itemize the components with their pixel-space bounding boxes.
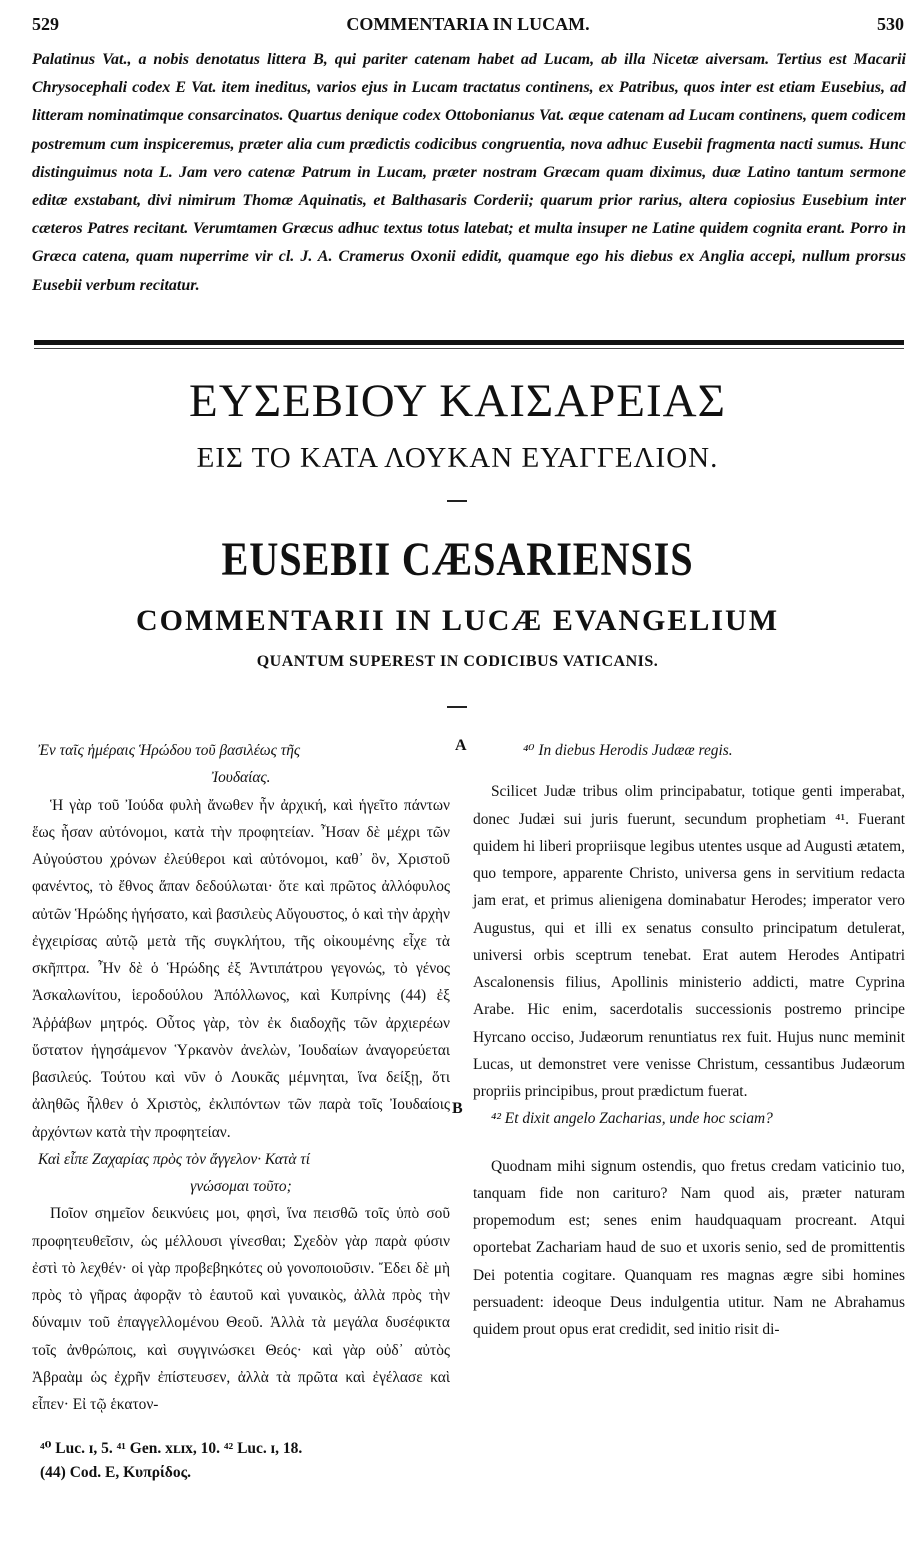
latin-paragraph-1: Scilicet Judæ tribus olim principabatur, totique genti imperabat, donec Judæi sui juris fuerunt, secundum prophetiam ⁴¹. Fuerant quidem hi liberi propriisque legibus utentes usque ad Augusti ætatem, quo tempore, apparente Christo, universa gens in servitium redacta jam erat, et primus alienigena dominabatur Herodes; imperator vero Augustus, qui et illi ex senatus consulto principatum detulerat, universi orbis sceptrum tenebat. Erat autem Herodes Antipatri Ascalonensis filius, Apollinis ministerio addicti, matre Cyprina Arabe. Hic enim, sacerdotalis successionis postremo principe Hyrcano occiso, Judæorum renuntiatus rex fuit. Hujus nunc meminit Lucas, ut demonstret vere venisse Christum, cessantibus Judæorum propriis principibus, prout prædictum fuerat. <box>473 783 905 1100</box>
title-divider-thin <box>34 348 904 349</box>
greek-work-title: ΕΙΣ ΤΟ ΚΑΤΑ ΛΟΥΚΑΝ ΕΥΑΓΓΕΛΙΟΝ. <box>196 442 719 474</box>
footnote-line-1: ⁴⁰ Luc. ɪ, 5. ⁴¹ Gen. xʟɪx, 10. ⁴² Luc. ɪ, 18. <box>40 1440 303 1457</box>
title-dash-1 <box>447 500 467 502</box>
subtitle: QUANTUM SUPEREST IN CODICIBUS VATICANIS. <box>256 653 659 670</box>
title-dash-2 <box>447 706 467 708</box>
greek-lemma-2b: γνώσομαι τοῦτο; <box>190 1178 292 1195</box>
running-title: COMMENTARIA IN LUCAM. <box>346 14 590 34</box>
latin-author-title: EUSEBII CÆSARIENSIS <box>221 533 694 586</box>
margin-letter-b: B <box>452 1100 463 1117</box>
latin-lemma-2: ⁴² Et dixit angelo Zacharias, unde hoc sciam? <box>491 1110 773 1128</box>
greek-column <box>32 737 450 1418</box>
latin-work-title: COMMENTARII IN LUCÆ EVANGELIUM <box>135 604 780 637</box>
intro-paragraph: Palatinus Vat., a nobis denotatus littera B, qui pariter catenam habet ad Lucam, ab illa Nicetæ aiversam. Tertius est Macarii Chrysocephali codex E Vat. item ineditus, varios ejus in Lucam tractatus continens, ex Patribus, quos inter est etiam Eusebius, ad litteram nominatimque consarcinatos. Quartus denique codex Ottobonianus Vat. æque catenam ad Lucam continens, quem codicem postremum cum inspiceremus, præter alia cum prædictis codicibus congruentia, nova adhuc Eusebii fragmenta nacti sumus. Hunc distinguimus nota L. Jam vero catenæ Patrum in Lucam, præter nostram Græcam quam diximus, duæ Latino tantum sermone editæ exstabant, divi nimirum Thomæ Aquinatis, et Balthasaris Corderii; quarum prior rarius, altera copiosius Eusebium inter cæteros Patres recitant. Verumtamen Græcus adhuc textus totus latebat; et multa insuper ne Latine quidem cognita erant. Porro in Græca catena, quam nuperrime vir cl. J. A. Cramerus Oxonii edidit, quamque ego his diebus ex Anglia accepi, nullum prorsus Eusebii verbum recitatur. <box>32 51 906 294</box>
latin-column <box>473 737 905 1343</box>
greek-lemma-1a: Ἐν ταῖς ἡμέραις Ἡρώδου τοῦ βασιλέως τῆς <box>38 742 301 759</box>
latin-paragraph-2: Quodnam mihi signum ostendis, quo fretus credam vaticinio tuo, tanquam fide non cariturо? Nam quod ais, præter naturam propemodum est; senes enim haudquaquam procreant. Atqui oportebat Zachariam haud de suo et uxoris senio, sed de promittentis Dei potentia cogitare. Quanquam res magnas ægre sibi homines persuadent: ideoque Deus indulgentia utitur. Nam ne Abrahamus quidem prout opus erat credidit, sed initio risit di- <box>473 1157 905 1338</box>
greek-lemma-1b: Ἰουδαίας. <box>211 769 271 787</box>
greek-paragraph-1: Ἡ γὰρ τοῦ Ἰούδα φυλὴ ἄνωθεν ἦν ἀρχική, καὶ ἡγεῖτο πάντων ἕως ἦσαν αὐτόνομοι, κατὰ τὴν προφητείαν. Ἦσαν δὲ μέχρι τῶν Αὐγούστου χρόνων ἐλεύθεροι καὶ αὐτόνομοι, καθ᾽ ὃν, Χριστοῦ φανέντος, τὸ ἔθνος ἅπαν δεδούλωται· ὅτε καὶ πρῶτος ἀλλόφυλος αὐτῶν Ἡρώδης ἡγήσατο, καὶ βασιλεὺς Αὔγουστος, ὁ καὶ τὴν ἀρχὴν ἐγχειρίσας αὐτῷ μετὰ τῆς συγκλήτου, τῆς οἰκουμένης εἶχε τὰ σκῆπτρα. Ἦν δὲ ὁ Ἡρώδης ἐξ Ἀντιπάτρου γεγονώς, τὸ γένος Ἀσκαλωνίτου, ἱεροδούλου Ἀπόλλωνος, καὶ Κυπρίνης (44) ἐξ Ἀῤῥάβων μητρός. Οὗτος γὰρ, τὸν ἐκ διαδοχῆς τῶν ἀρχιερέων ὕστατον ἡγησάμενον Ὑρκανὸν ἀνελὼν, Ἰουδαίων ἀναγορεύεται βασιλεύς. Τούτου καὶ νῦν ὁ Λουκᾶς μέμνηται, ἵνα δείξῃ, ὅτι ἀληθῶς ἧλθεν ὁ Χριστὸς, ἐκλιπόντων τῶν παρὰ τοῖς Ἰουδαίοις ἀρχόντων κατὰ τὴν προφητείαν. <box>32 796 450 1141</box>
greek-lemma-2a: Καὶ εἶπε Ζαχαρίας πρὸς τὸν ἄγγελον· Κατὰ τί <box>38 1150 311 1168</box>
footnote-line-2: (44) Cod. E, Κυπρίδος. <box>40 1464 192 1481</box>
page-number-left: 529 <box>32 14 59 34</box>
greek-paragraph-2: Ποῖον σημεῖον δεικνύεις μοι, φησὶ, ἵνα πεισθῶ τοῖς ὑπὸ σοῦ προφητευθεῖσιν, ὡς μέλλουσι γίνεσθαι; Σχεδὸν γὰρ παρὰ φύσιν ἐστὶ τὸ λεχθέν· οἱ γὰρ προβεβηκότες οὐ γονοποιοῦσιν. Ἔδει δὲ μὴ πρὸς τὸ γῆρας ἀφορᾷν τὸ ἑαυτοῦ καὶ γυναικὸς, ἀλλὰ πρὸς τὴν δύναμιν τοῦ ἐπαγγελλομένου Θεοῦ. Ἀλλὰ τὰ μεγάλα δυσέφικτα τοῖς ἀνθρώποις, καὶ συγγινώσκει Θεός· καὶ γὰρ οὐδ᾽ αὐτὸς Ἀβραὰμ ὡς ἐχρῆν ἐπίστευσεν, ἀλλὰ τὰ πρῶτα καὶ ἐγέλασε καὶ εἶπεν· Εἰ τῷ ἑκατον- <box>32 1205 450 1413</box>
footnotes <box>40 1437 450 1485</box>
greek-author-title: ΕΥΣΕΒΙΟΥ ΚΑΙΣΑΡΕΙΑΣ <box>189 375 726 427</box>
running-header <box>32 14 904 42</box>
title-divider-thick <box>34 340 904 345</box>
margin-letter-a: A <box>455 737 467 754</box>
page-number-right: 530 <box>877 14 904 34</box>
latin-lemma-1: ⁴⁰ In diebus Herodis Judææ regis. <box>523 742 733 759</box>
